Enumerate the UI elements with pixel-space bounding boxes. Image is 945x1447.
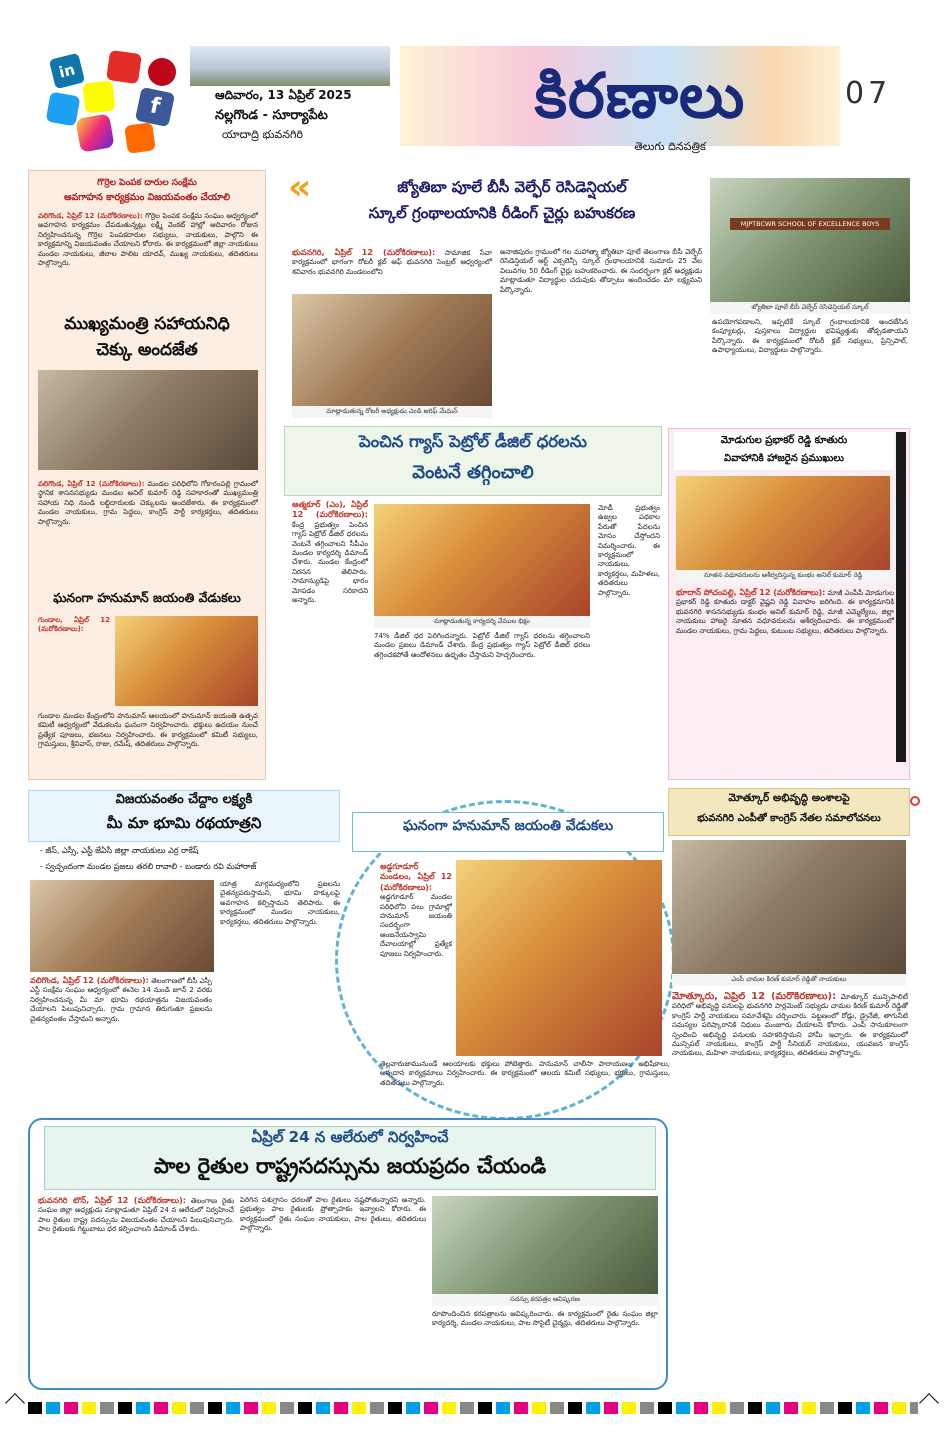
a10-headline-1: ఏప్రిల్ 24 న ఆలేరులో నిర్వహించే bbox=[251, 1128, 449, 1146]
twitter-icon bbox=[46, 92, 81, 127]
linkedin-icon: in bbox=[49, 53, 85, 89]
a7-body-1-text: తెలంగాణలో బీసీ ఎస్సీ ఎస్టీ సంక్షేమ సంఘం ఆధ్వర్యంలో ఈనెల 14 నుండి జూన్ 2 వరకు నిర్వహించనున్న మీ మా భూమి రథయాత్రను విజయవంతం చేయాలని పిలుపునిచ్చారు. గ్రామ గ్రామాన తిరుగుతూ ప్రజలను చైతన్యవంతం చేస్తామని అన్నారు. bbox=[30, 977, 212, 1023]
a4-body-3: ఉపయోగపడాలని, ఇప్పటికే స్కూల్ గ్రంథాలయానికి అందజేసిన కంప్యూటర్లు, పుస్తకాలు విద్యార్థుల భవిష్యత్తుకు తోడ్పడతాయని పేర్కొన్నారు. ఈ కార్యక్రమంలో రోటరీ క్లబ్ సభ్యులు, ప్రిన్సిపాల్, ఉపాధ్యాయులు, విద్యార్థులు పాల్గొన్నారు. bbox=[712, 318, 908, 355]
a3-headline: ఘనంగా హనుమాన్ జయంతి వేడుకలు bbox=[53, 590, 241, 605]
tagline: తెలుగు దినపత్రిక bbox=[634, 140, 706, 153]
a9-body-text: మోత్కూర్ మున్సిపాలిటీ పరిధిలో అభివృద్ధి పనులపై భువనగిరి పార్లమెంట్ సభ్యుడు చామల కిరణ్ కుమార్ రెడ్డితో కాంగ్రెస్ పార్టీ నాయకులు సమావేశమై చర్చించారు. పట్టణంలో రోడ్లు, డ్రైనేజీ, తాగునీటి సమస్యల పరిష్కారానికి నిధులు మంజూరు చేయాలని కోరారు. ఎంపీ సానుకూలంగా స్పందించి అభివృద్ధి పనులకు సహకరిస్తామని హామీ ఇచ్చారు. ఈ కార్యక్రమంలో మున్సిపల్ నాయకులు, కాంగ్రెస్ పార్టీ సీనియర్ నాయకులు, యువజన కాంగ్రెస్ నాయకులు, మహిళా నాయకులు, కార్యకర్తలు, తదితరులు పాల్గొన్నారు. bbox=[672, 993, 908, 1058]
a2-headline-2: చెక్కు అందజేత bbox=[96, 340, 198, 360]
a10-body-3: రూపొందించిన కరపత్రాలను ఆవిష్కరించారు. ఈ కార్యక్రమంలో రైతు సంఘం జిల్లా కార్యదర్శి, మండల నాయకులు, పాల సొసైటీ చైర్మన్లు, తదితరులు పాల్గొన్నారు. bbox=[432, 1310, 658, 1328]
a4-headline-2: స్కూల్ గ్రంథాలయానికి రీడింగ్ చైర్లు బహుకరణ bbox=[368, 204, 636, 222]
a8-photo bbox=[456, 860, 662, 1056]
a10-body-1 bbox=[38, 1196, 234, 1384]
social-media-icons-graphic bbox=[38, 46, 186, 154]
color-registration-bar bbox=[28, 1402, 918, 1414]
a5-body-2: 74% డీజిల్ ధర పెరిగిందన్నారు. పెట్రోల్ డీజిల్ గ్యాస్ ధరలను తగ్గించాలని మండల ప్రజలు డిమాండ్ చేశారు. కేంద్ర ప్రభుత్వం గ్యాస్ పెట్రోల్ డీజిల్ ధరలు తగ్గించకపోతే ఆందోళనలు ఉధృతం చేస్తామని హెచ్చరించారు. bbox=[374, 632, 590, 659]
a8-body-1-text: అడ్డగూడూర్ మండల పరిధిలోని పలు గ్రామాల్లో హనుమాన్ జయంతి సందర్భంగా ఆంజనేయస్వామి దేవాలయాల్లో ప్రత్యేక పూజలు నిర్వహించారు. bbox=[380, 893, 452, 958]
a4-photo-caption: మాట్లాడుతున్న రోటరీ అధ్యక్షుడు ఎండి అరిఫ్ మేమన్ bbox=[292, 406, 492, 418]
a4-school-sign: MJPTBCWR SCHOOL OF EXCELLENCE BOYS bbox=[730, 218, 890, 230]
a2-photo bbox=[38, 370, 258, 470]
chat-icon bbox=[124, 122, 156, 154]
a6-dateline: భూదాన్ పోచంపల్లి, ఏప్రిల్ 12 (మరోకిరణాలు): bbox=[676, 588, 826, 597]
a5-photo-caption: మాట్లాడుతున్న కార్యదర్శి వేముల భిక్షం bbox=[374, 616, 590, 628]
paper-name-logo: కిరణాలు bbox=[534, 59, 746, 132]
a10-photo-caption: సదస్సు కరపత్రం ఆవిష్కరణ bbox=[432, 1294, 658, 1306]
a9-photo-caption: ఎంపీ చామల కిరణ్ కుమార్ రెడ్డితో నాయకులు bbox=[672, 974, 906, 986]
a1-headline-2: అవగాహన కార్యక్రమం విజయవంతం చేయాలి bbox=[63, 192, 231, 203]
a10-body-2: పెరిగిన పశుగ్రాసం ధరలతో పాల రైతులు నష్టపోతున్నారని అన్నారు. ప్రభుత్వం పాల రైతులకు ప్రోత్సాహకం ఇవ్వాలని కోరారు. ఈ కార్యక్రమంలో రైతు సంఘం నాయకులు, పాల రైతులు, తదితరులు పాల్గొన్నారు. bbox=[240, 1196, 426, 1233]
a4-photo bbox=[292, 294, 492, 406]
page-number: 07 bbox=[845, 76, 892, 111]
a1-headline-1: గొర్రెల పెంపక దారుల సంక్షేమ bbox=[97, 178, 197, 188]
a6-body bbox=[676, 588, 894, 776]
a3-body: గుండాల మండల కేంద్రంలోని హనుమాన్ ఆలయంలో హనుమాన్ జయంతి ఉత్సవ కమిటీ ఆధ్వర్యంలో వేడుకలను ఘనంగా నిర్వహించారు. భక్తులు ఉదయం నుంచే ప్రత్యేక పూజలు, భజనలు నిర్వహించారు. ఈ కార్యక్రమంలో కమిటీ సభ్యులు, గ్రామస్తులు, శ్రీనివాస్, రాజు, రమేష్, తదితరులు పాల్గొన్నారు. bbox=[38, 712, 258, 749]
a2-body-text: మండల పరిధిలోని గోకారంపల్లి గ్రామంలో స్థానిక శాసనసభ్యుడు మండల అనిల్ కుమార్ రెడ్డి సహకారంతో ముఖ్యమంత్రి సహాయ నిధి నుండి లబ్ధిదారులకు చెక్కులను అందజేశారు. ఈ కార్యక్రమంలో మండల నాయకులు, గ్రామ పెద్దలు, కాంగ్రెస్ పార్టీ కార్యకర్తలు, తదితరులు పాల్గొన్నారు. bbox=[38, 480, 258, 526]
a8-headline: ఘనంగా హనుమాన్ జయంతి వేడుకలు bbox=[402, 818, 614, 834]
district-line-1: నల్లగొండ - సూర్యాపేట bbox=[215, 108, 328, 123]
a9-marker-icon bbox=[910, 796, 920, 806]
a7-body-1 bbox=[30, 976, 212, 1110]
registration-crosshair-left-icon bbox=[5, 1393, 25, 1413]
a6-body-text: మాజీ ఎంపీపీ మోడుగుల ప్రభాకర్ రెడ్డి కూతురు డాక్టర్ వైష్ణవి రెడ్డి వివాహం జరిగింది. ఈ కార్యక్రమానికి భువనగిరి శాసనసభ్యుడు కుంభం అనిల్ కుమార్ రెడ్డి, మాజీ ఎమ్మెల్యేలు, జిల్లా నాయకులు హాజరై నూతన వధూవరులను ఆశీర్వదించారు. ఈ కార్యక్రమంలో మండల నాయకులు, గ్రామ పెద్దలు, కుటుంబ సభ్యులు, తదితరులు పాల్గొన్నారు. bbox=[676, 589, 894, 635]
pinterest-icon bbox=[148, 58, 176, 86]
a5-body-3: మోడీ ప్రభుత్వం ఉజ్వల పథకాల పేరుతో పేదలను మోసం చేస్తోందని విమర్శించారు. ఈ కార్యక్రమంలో నాయకులు, కార్యకర్తలు, మహిళలు, తదితరులు పాల్గొన్నారు. bbox=[598, 504, 660, 597]
a8-dateline: అడ్డగూడూర్ మండలం, ఏప్రిల్ 12 (మరోకిరణాలు): bbox=[380, 862, 452, 892]
instagram-icon bbox=[75, 113, 114, 152]
a4-school-photo bbox=[710, 178, 910, 302]
a10-photo bbox=[432, 1196, 658, 1294]
a3-body-left bbox=[38, 616, 110, 716]
skyline-photo-strip bbox=[190, 46, 390, 86]
a7-dateline: వలిగొండ, ఏప్రిల్ 12 (మరోకిరణాలు): bbox=[30, 976, 149, 985]
a4-dateline: భువనగిరి, ఏప్రిల్ 12 (మరోకిరణాలు): bbox=[292, 248, 436, 257]
a6-headline-1: మోడుగుల ప్రభాకర్ రెడ్డి కూతురు bbox=[720, 435, 848, 446]
a7-sub-1: - జీస్, ఎస్సీ, ఎస్టీ జేఏసీ జిల్లా నాయకులు ఎర్ర రాకేష్ bbox=[40, 846, 199, 855]
a7-body-2: యాత్ర మార్గమధ్యంలోని ప్రజలను చైతన్యపరుస్తామని, భూమి హక్కులపై అవగాహన కల్పిస్తామని తెలిపారు. ఈ కార్యక్రమంలో మండల నాయకులు, కార్యకర్తలు, తదితరులు పాల్గొన్నారు. bbox=[220, 880, 340, 926]
a7-headline-2: మీ మా భూమి రథయాత్రని bbox=[106, 814, 262, 832]
a7-headline-1: విజయవంతం చేద్దాం లక్ష్యకి bbox=[115, 792, 253, 807]
a9-body bbox=[672, 992, 908, 1390]
a6-photo-caption: నూతన వధూవరులను ఆశీర్వదిస్తున్న కుంభం అనిల్ కుమార్ రెడ్డి bbox=[676, 570, 890, 582]
a9-dateline: మోత్కూరు, ఏప్రిల్ 12 (మరోకిరణాలు): bbox=[672, 992, 837, 1002]
a5-headline-1: పెంచిన గ్యాస్ పెట్రోల్ డీజిల్ ధరలను bbox=[358, 432, 587, 451]
snapchat-icon bbox=[83, 81, 116, 114]
a5-headline-2: వెంటనే తగ్గించాలి bbox=[412, 462, 534, 483]
district-line-2: యాదాద్రి భువనగిరి bbox=[222, 128, 303, 141]
a5-dateline: ఆత్మకూర్ (ఎం), ఏప్రిల్ 12 (మరోకిరణాలు): bbox=[292, 500, 368, 520]
a2-headline-1: ముఖ్యమంత్రి సహాయనిధి bbox=[64, 314, 230, 334]
a6-bar bbox=[896, 432, 906, 762]
a4-headline-1: జ్యోతిబా పూలే బీసీ వెల్ఫేర్ రెసిడెన్షియల్ bbox=[397, 178, 627, 196]
facebook-icon: f bbox=[135, 87, 175, 127]
a3-photo bbox=[115, 616, 258, 706]
a1-body bbox=[38, 212, 258, 304]
a7-photo bbox=[30, 880, 214, 972]
a10-headline-2: పాల రైతుల రాష్ట్రసదస్సును జయప్రదం చేయండి bbox=[153, 1154, 547, 1178]
a10-body-1-text: తెలంగాణ రైతు సంఘం జిల్లా అధ్యక్షుడు మాట్లాడుతూ ఏప్రిల్ 24 న ఆలేరులో నిర్వహించే పాల రైతుల రాష్ట్ర సదస్సును విజయవంతం చేయాలని పిలుపునిచ్చారు. పాల రైతులకు గిట్టుబాటు ధర కల్పించాలని డిమాండ్ చేశారు. bbox=[38, 1197, 234, 1234]
a4-body-1 bbox=[292, 248, 492, 292]
a4-body-2: అనాజిపురం గ్రామంలో గల మహాత్మా జ్యోతిబా పూలే తెలంగాణ బీసీ వెల్ఫేర్ రెసిడెన్షియల్ ఆర్ట్ ఎక్సలెన్సీ స్కూల్ గ్రంథాలయానికి సుమారు 25 వేల విలువగల 50 రీడింగ్ చైర్లు బహుకరించారు. ఈ సందర్భంగా క్లబ్ అధ్యక్షుడు మాట్లాడుతూ విద్యార్థుల చదువుకు తోడ్పాటు అందించడం మా లక్ష్యమని పేర్కొన్నారు. bbox=[500, 248, 702, 294]
a4-chevron-icon: « bbox=[288, 167, 312, 208]
a8-body-2: తెల్లవారుజామునుండే ఆలయాలకు భక్తులు పోటెత్తారు. హనుమాన్ చాలీసా పారాయణం, అభిషేకాలు, అన్నదాన కార్యక్రమాలు నిర్వహించారు. ఈ కార్యక్రమంలో ఆలయ కమిటీ సభ్యులు, భక్తులు, గ్రామస్తులు, తదితరులు పాల్గొన్నారు. bbox=[380, 1060, 670, 1087]
a2-body bbox=[38, 480, 258, 580]
date-line: ఆదివారం, 13 ఏప్రిల్ 2025 bbox=[215, 88, 352, 102]
a5-photo bbox=[374, 504, 590, 616]
a5-body-1-text: కేంద్ర ప్రభుత్వం పెంచిన గ్యాస్ పెట్రోల్ డీజిల్ ధరలను వెంటనే తగ్గించాలని సీపీఎం మండల కార్యదర్శి డిమాండ్ చేశారు. మండల కేంద్రంలో నిరసన తెలిపారు. సామాన్యుడిపై భారం మోపడం సరికాదని అన్నారు. bbox=[292, 520, 368, 605]
a6-headline-2: వివాహానికి హాజరైన ప్రముఖులు bbox=[724, 453, 844, 464]
a7-sub-2: - స్వచ్ఛందంగా మండల ప్రజలు తరలి రావాలి - బండారు రవి మహారాజ్ bbox=[40, 862, 257, 871]
a3-dateline: గుండాల, ఏప్రిల్ 12 (మరోకిరణాలు): bbox=[38, 616, 110, 634]
a9-headline-2: భువనగిరి ఎంపీతో కాంగ్రెస్ నేతల సమాలోచనలు bbox=[697, 813, 881, 824]
a2-dateline: వలిగొండ, ఏప్రిల్ 12 (మరోకిరణాలు): bbox=[38, 480, 145, 488]
registration-crosshair-right-icon bbox=[919, 1393, 939, 1413]
a10-dateline: భువనగిరి టౌన్, ఏప్రిల్ 12 (మరోకిరణాలు): bbox=[38, 1196, 186, 1205]
a4-body-1-text: సామాజిక సేవా కార్యక్రమంలో భాగంగా రోటరీ క్లబ్ ఆఫ్ భువనగిరి సెంట్రల్ ఆధ్వర్యంలో శనివారం భువనగిరి మండలంలోని bbox=[292, 249, 492, 276]
a9-headline-1: మోత్కూర్ అభివృద్ధి అంశాలపై bbox=[728, 792, 850, 804]
a9-photo bbox=[672, 840, 906, 974]
masthead bbox=[30, 46, 908, 162]
a1-dateline: వలిగొండ, ఏప్రిల్ 12 (మరోకిరణాలు): bbox=[38, 212, 143, 220]
a8-body-1 bbox=[380, 862, 452, 1058]
youtube-icon bbox=[106, 50, 142, 84]
a1-body-text: గొర్రెల పెంపక సంక్షేమ సంఘం ఆధ్వర్యంలో అవగాహన కార్యక్రమం చేపడుతున్నట్లు లక్ష్మీ వెంకట్ హాల్లో ఆదివారం రోజున నిర్వహించనున్న గొర్రెల పెంపకదారుల సభ్యులు, నాయకులు, పాల్గొని ఈ కార్యక్రమాన్ని విజయవంతం చేయాలని కోరారు. ఈ కార్యక్రమంలో జిల్లా నాయకులు మండల నాయకులు, జీలాల పాలిట యాదవ్, ముఖ్య నాయకులు, తదితరులు పాల్గొన్నారు. bbox=[38, 212, 258, 268]
a4-school-caption: జ్యోతిబా పూలే బీసీ వెల్ఫేర్ రెసిడెన్షియల్ స్కూల్ bbox=[710, 302, 910, 314]
a6-photo bbox=[676, 476, 890, 570]
a5-body-1 bbox=[292, 500, 368, 784]
